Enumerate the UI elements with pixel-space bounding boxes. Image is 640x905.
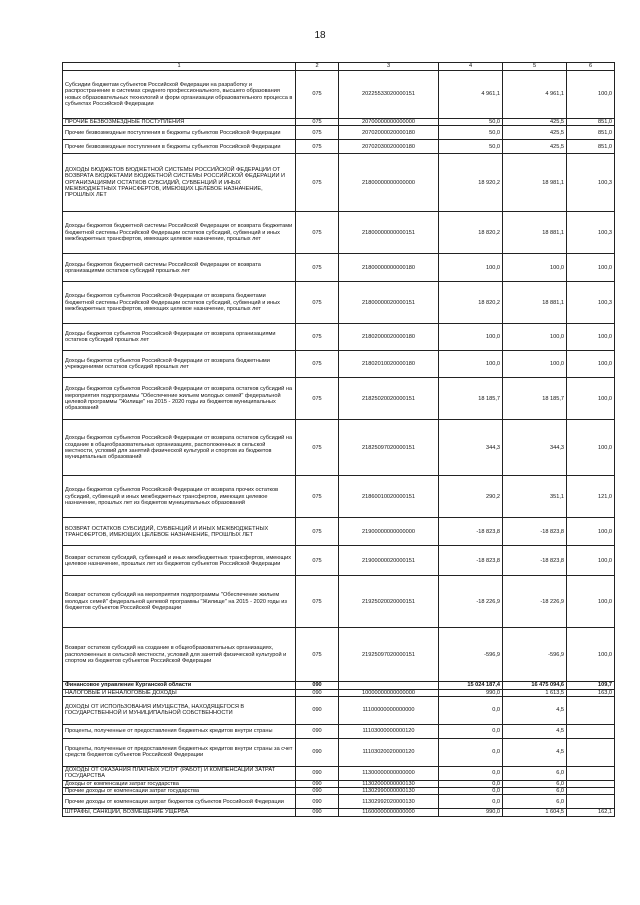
row-plan-value: 18 920,2: [439, 154, 503, 212]
row-plan-value: 0,0: [439, 788, 503, 795]
row-plan-value: -596,9: [439, 628, 503, 682]
table-body: [63, 71, 615, 817]
table-row: [63, 351, 615, 378]
row-name: ДОХОДЫ ОТ ОКАЗАНИЯ ПЛАТНЫХ УСЛУГ (РАБОТ) И КОМПЕНСАЦИИ ЗАТРАТ ГОСУДАРСТВА: [63, 766, 296, 780]
row-percent-value: 100,0: [567, 518, 615, 546]
row-kbk-code: 11103020020000120: [339, 738, 439, 766]
table-row: [63, 420, 615, 476]
row-admin-code: 090: [296, 780, 339, 787]
revenue-table: [62, 62, 615, 817]
row-fact-value: 425,5: [503, 140, 567, 154]
row-kbk-code: 11300000000000000: [339, 766, 439, 780]
row-name: Доходы от компенсации затрат государства: [63, 780, 296, 787]
row-plan-value: 0,0: [439, 724, 503, 738]
row-kbk-code: 21800000000000000: [339, 154, 439, 212]
row-name: ДОХОДЫ БЮДЖЕТОВ БЮДЖЕТНОЙ СИСТЕМЫ РОССИЙСКОЙ ФЕДЕРАЦИИ ОТ ВОЗВРАТА БЮДЖЕТАМИ БЮДЖЕТНОЙ СИСТЕМЫ РОССИЙСКОЙ ФЕДЕРАЦИИ И ОРГАНИЗАЦИЯМИ ОСТАТКОВ СУБСИДИЙ, СУБВЕНЦИЙ И ИНЫХ МЕЖБЮДЖЕТНЫХ ТРАНСФЕРТОВ, ИМЕЮЩИХ ЦЕЛЕВОЕ НАЗНАЧЕНИЕ, ПРОШЛЫХ ЛЕТ: [63, 154, 296, 212]
table-row: [63, 780, 615, 787]
header-col-3: 3: [339, 63, 439, 71]
row-name: Прочие безвозмездные поступления в бюджеты субъектов Российской Федерации: [63, 140, 296, 154]
row-kbk-code: 21900000020000151: [339, 546, 439, 576]
row-name: Возврат остатков субсидий, субвенций и иных межбюджетных трансфертов, имеющих целевое назначение, прошлых лет из бюджетов субъектов Российской Федерации: [63, 546, 296, 576]
row-name: Прочие доходы от компенсации затрат бюджетов субъектов Российской Федерации: [63, 795, 296, 809]
row-fact-value: 4 961,1: [503, 71, 567, 119]
row-name: Возврат остатков субсидий на создание в общеобразовательных организациях, расположенных в сельской местности, условий для занятий физической культурой и спортом из бюджетов субъектов Российской Федерации: [63, 628, 296, 682]
row-kbk-code: 10000000000000000: [339, 689, 439, 696]
row-name: Субсидии бюджетам субъектов Российской Федерации на разработку и распространение в системах среднего профессионального, высшего образования новых образовательных технологий и форм организации образовательного процесса в субъектах Российской Федерации: [63, 71, 296, 119]
row-kbk-code: 21825020020000151: [339, 378, 439, 420]
header-col-6: 6: [567, 63, 615, 71]
row-name: Возврат остатков субсидий на мероприятия подпрограммы "Обеспечение жильем молодых семей" федеральной целевой программы "Жилище" на 2015 - 2020 годы из бюджетов субъектов Российской Федерации: [63, 576, 296, 628]
row-plan-value: -18 823,8: [439, 518, 503, 546]
table-row: [63, 689, 615, 696]
row-admin-code: 090: [296, 682, 339, 689]
table-row: [63, 724, 615, 738]
row-name: ДОХОДЫ ОТ ИСПОЛЬЗОВАНИЯ ИМУЩЕСТВА, НАХОДЯЩЕГОСЯ В ГОСУДАРСТВЕННОЙ И МУНИЦИПАЛЬНОЙ СОБСТВЕННОСТИ: [63, 696, 296, 724]
table-header: [63, 63, 615, 71]
row-kbk-code: 20225533020000151: [339, 71, 439, 119]
row-admin-code: 090: [296, 795, 339, 809]
row-admin-code: 075: [296, 518, 339, 546]
row-kbk-code: 11600000000000000: [339, 809, 439, 816]
row-name: НАЛОГОВЫЕ И НЕНАЛОГОВЫЕ ДОХОДЫ: [63, 689, 296, 696]
table-row: [63, 254, 615, 282]
row-admin-code: 075: [296, 476, 339, 518]
table-row: [63, 576, 615, 628]
row-percent-value: 121,0: [567, 476, 615, 518]
table-row: [63, 282, 615, 324]
row-plan-value: 15 024 187,4: [439, 682, 503, 689]
row-kbk-code: 20700000000000000: [339, 119, 439, 126]
row-fact-value: 4,5: [503, 696, 567, 724]
row-admin-code: 090: [296, 788, 339, 795]
row-name: Доходы бюджетов бюджетной системы Российской Федерации от возврата бюджетами бюджетной системы Российской Федерации остатков субсидий, субвенций и иных межбюджетных трансфертов, имеющих целевое назначение, прошлых лет: [63, 212, 296, 254]
row-fact-value: -18 226,9: [503, 576, 567, 628]
row-fact-value: 18 881,1: [503, 282, 567, 324]
row-plan-value: 0,0: [439, 696, 503, 724]
table-row: [63, 795, 615, 809]
row-kbk-code: 20702000020000180: [339, 126, 439, 140]
row-fact-value: 100,0: [503, 324, 567, 351]
page-number: 18: [314, 30, 326, 41]
row-name: Доходы бюджетов субъектов Российской Федерации от возврата организациями остатков субсидий прошлых лет: [63, 324, 296, 351]
row-plan-value: 4 961,1: [439, 71, 503, 119]
row-fact-value: 6,0: [503, 795, 567, 809]
row-plan-value: 344,3: [439, 420, 503, 476]
row-name: Финансовое управление Курганской области: [63, 682, 296, 689]
row-percent-value: 851,0: [567, 140, 615, 154]
row-percent-value: 100,0: [567, 378, 615, 420]
row-kbk-code: 11302990000000130: [339, 788, 439, 795]
row-kbk-code: 21800000000000151: [339, 212, 439, 254]
row-fact-value: 6,0: [503, 788, 567, 795]
row-kbk-code: 21802000020000180: [339, 324, 439, 351]
row-percent-value: 109,7: [567, 682, 615, 689]
row-percent-value: 162,1: [567, 809, 615, 816]
row-admin-code: 075: [296, 324, 339, 351]
row-kbk-code: 21825097020000151: [339, 420, 439, 476]
table-row: [63, 518, 615, 546]
row-percent-value: [567, 696, 615, 724]
row-plan-value: 50,0: [439, 119, 503, 126]
table-row: [63, 71, 615, 119]
row-admin-code: 075: [296, 126, 339, 140]
row-admin-code: 075: [296, 420, 339, 476]
row-percent-value: 100,0: [567, 420, 615, 476]
row-kbk-code: 11103000000000120: [339, 724, 439, 738]
row-fact-value: 6,0: [503, 780, 567, 787]
header-col-1: 1: [63, 63, 296, 71]
header-col-4: 4: [439, 63, 503, 71]
row-name: Доходы бюджетов бюджетной системы Российской Федерации от возврата организациями остатков субсидий прошлых лет: [63, 254, 296, 282]
row-admin-code: 075: [296, 351, 339, 378]
row-percent-value: 100,0: [567, 351, 615, 378]
row-admin-code: 090: [296, 696, 339, 724]
row-fact-value: 4,5: [503, 724, 567, 738]
table-row: [63, 766, 615, 780]
row-plan-value: 100,0: [439, 351, 503, 378]
row-percent-value: 163,0: [567, 689, 615, 696]
row-percent-value: [567, 766, 615, 780]
row-percent-value: [567, 780, 615, 787]
row-fact-value: 344,3: [503, 420, 567, 476]
row-fact-value: 425,5: [503, 119, 567, 126]
row-kbk-code: 11100000000000000: [339, 696, 439, 724]
row-fact-value: -596,9: [503, 628, 567, 682]
row-admin-code: 075: [296, 154, 339, 212]
row-kbk-code: [339, 682, 439, 689]
row-fact-value: 6,0: [503, 766, 567, 780]
row-kbk-code: 21925020020000151: [339, 576, 439, 628]
row-kbk-code: 21925097020000151: [339, 628, 439, 682]
row-plan-value: -18 823,8: [439, 546, 503, 576]
header-row: [63, 63, 615, 71]
row-fact-value: 1 604,5: [503, 809, 567, 816]
row-plan-value: -18 226,9: [439, 576, 503, 628]
row-fact-value: 18 881,1: [503, 212, 567, 254]
row-name: Доходы бюджетов субъектов Российской Федерации от возврата прочих остатков субсидий, субвенций и иных межбюджетных трансфертов, имеющих целевое назначение, прошлых лет из бюджетов муниципальных образований: [63, 476, 296, 518]
row-admin-code: 075: [296, 576, 339, 628]
row-plan-value: 0,0: [439, 766, 503, 780]
row-fact-value: 4,5: [503, 738, 567, 766]
row-admin-code: 090: [296, 689, 339, 696]
row-kbk-code: 21860010020000151: [339, 476, 439, 518]
row-kbk-code: 20702030020000180: [339, 140, 439, 154]
row-name: ШТРАФЫ, САНКЦИИ, ВОЗМЕЩЕНИЕ УЩЕРБА: [63, 809, 296, 816]
table-row: [63, 682, 615, 689]
row-kbk-code: 11302992020000130: [339, 795, 439, 809]
row-fact-value: 18 981,1: [503, 154, 567, 212]
row-admin-code: 090: [296, 809, 339, 816]
table-row: [63, 154, 615, 212]
row-name: Доходы бюджетов субъектов Российской Федерации от возврата бюджетными учреждениями остатков субсидий прошлых лет: [63, 351, 296, 378]
row-plan-value: 990,0: [439, 809, 503, 816]
row-admin-code: 075: [296, 546, 339, 576]
row-name: Проценты, полученные от предоставления бюджетных кредитов внутри страны за счет средств бюджетов субъектов Российской Федерации: [63, 738, 296, 766]
row-fact-value: 1 613,5: [503, 689, 567, 696]
row-plan-value: 18 185,7: [439, 378, 503, 420]
table-row: [63, 628, 615, 682]
table-row: [63, 140, 615, 154]
row-percent-value: [567, 788, 615, 795]
row-name: Доходы бюджетов субъектов Российской Федерации от возврата остатков субсидий на создание в общеобразовательных организациях, расположенных в сельской местности, условий для занятий физической культурой и спортом из бюджетов муниципальных образований: [63, 420, 296, 476]
row-percent-value: 100,0: [567, 324, 615, 351]
table-row: [63, 788, 615, 795]
table-row: [63, 324, 615, 351]
row-fact-value: 100,0: [503, 254, 567, 282]
row-percent-value: 100,3: [567, 282, 615, 324]
row-percent-value: 100,0: [567, 576, 615, 628]
row-fact-value: -18 823,8: [503, 546, 567, 576]
header-col-5: 5: [503, 63, 567, 71]
row-plan-value: 990,0: [439, 689, 503, 696]
table-row: [63, 126, 615, 140]
row-admin-code: 090: [296, 766, 339, 780]
row-admin-code: 075: [296, 71, 339, 119]
table-row: [63, 809, 615, 816]
row-admin-code: 075: [296, 140, 339, 154]
table-row: [63, 119, 615, 126]
row-name: Доходы бюджетов субъектов Российской Федерации от возврата бюджетами бюджетной системы Российской Федерации остатков субсидий, субвенций и иных межбюджетных трансфертов, имеющих целевое назначение, прошлых лет: [63, 282, 296, 324]
row-percent-value: [567, 724, 615, 738]
table-row: [63, 546, 615, 576]
table-row: [63, 378, 615, 420]
row-name: Проценты, полученные от предоставления бюджетных кредитов внутри страны: [63, 724, 296, 738]
row-plan-value: 18 820,2: [439, 282, 503, 324]
row-admin-code: 090: [296, 738, 339, 766]
row-plan-value: 290,2: [439, 476, 503, 518]
row-fact-value: -18 823,8: [503, 518, 567, 546]
row-kbk-code: 21800000000000180: [339, 254, 439, 282]
row-percent-value: [567, 795, 615, 809]
row-admin-code: 075: [296, 212, 339, 254]
row-percent-value: 100,0: [567, 628, 615, 682]
row-admin-code: 075: [296, 282, 339, 324]
row-percent-value: 851,0: [567, 126, 615, 140]
row-plan-value: 0,0: [439, 738, 503, 766]
row-name: ПРОЧИЕ БЕЗВОЗМЕЗДНЫЕ ПОСТУПЛЕНИЯ: [63, 119, 296, 126]
row-fact-value: 16 475 094,6: [503, 682, 567, 689]
row-kbk-code: 21800000020000151: [339, 282, 439, 324]
header-col-2: 2: [296, 63, 339, 71]
row-name: Прочие доходы от компенсации затрат государства: [63, 788, 296, 795]
row-plan-value: 50,0: [439, 140, 503, 154]
row-plan-value: 50,0: [439, 126, 503, 140]
row-percent-value: [567, 738, 615, 766]
row-admin-code: 075: [296, 628, 339, 682]
table-row: [63, 476, 615, 518]
row-kbk-code: 21900000000000000: [339, 518, 439, 546]
row-kbk-code: 21802010020000180: [339, 351, 439, 378]
row-name: Прочие безвозмездные поступления в бюджеты субъектов Российской Федерации: [63, 126, 296, 140]
row-fact-value: 425,5: [503, 126, 567, 140]
row-percent-value: 100,3: [567, 212, 615, 254]
row-name: ВОЗВРАТ ОСТАТКОВ СУБСИДИЙ, СУБВЕНЦИЙ И ИНЫХ МЕЖБЮДЖЕТНЫХ ТРАНСФЕРТОВ, ИМЕЮЩИХ ЦЕЛЕВОЕ НАЗНАЧЕНИЕ, ПРОШЛЫХ ЛЕТ: [63, 518, 296, 546]
row-percent-value: 100,0: [567, 71, 615, 119]
row-plan-value: 100,0: [439, 254, 503, 282]
row-admin-code: 075: [296, 254, 339, 282]
row-fact-value: 100,0: [503, 351, 567, 378]
row-fact-value: 351,1: [503, 476, 567, 518]
row-plan-value: 0,0: [439, 795, 503, 809]
row-admin-code: 075: [296, 378, 339, 420]
table-row: [63, 738, 615, 766]
row-admin-code: 075: [296, 119, 339, 126]
row-fact-value: 18 185,7: [503, 378, 567, 420]
row-plan-value: 100,0: [439, 324, 503, 351]
row-percent-value: 100,0: [567, 254, 615, 282]
table-row: [63, 696, 615, 724]
row-percent-value: 851,0: [567, 119, 615, 126]
row-plan-value: 18 820,2: [439, 212, 503, 254]
row-percent-value: 100,0: [567, 546, 615, 576]
row-name: Доходы бюджетов субъектов Российской Федерации от возврата остатков субсидий на мероприятия подпрограммы "Обеспечение жильем молодых семей" федеральной целевой программы "Жилище" на 2015 - 2020 годы из бюджетов муниципальных образований: [63, 378, 296, 420]
row-kbk-code: 11302000000000130: [339, 780, 439, 787]
row-plan-value: 0,0: [439, 780, 503, 787]
table-row: [63, 212, 615, 254]
row-percent-value: 100,3: [567, 154, 615, 212]
row-admin-code: 090: [296, 724, 339, 738]
